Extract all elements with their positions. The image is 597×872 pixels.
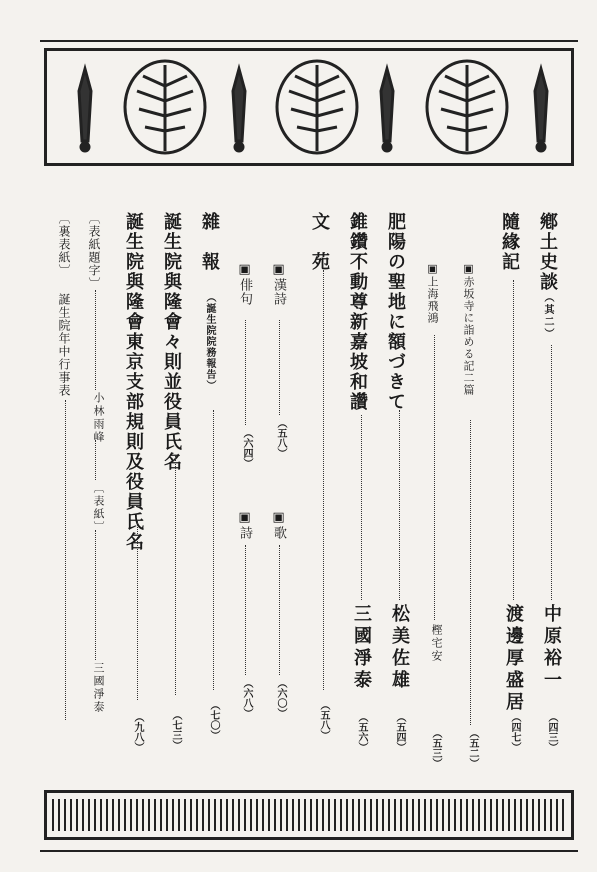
entry-title: ▣歌	[271, 510, 286, 540]
entry-title: 〔裏表紙〕	[57, 212, 71, 277]
leaf-spear-ornament	[47, 51, 571, 163]
entry-author2-13: 三國淨泰	[92, 662, 105, 714]
leader-11	[175, 455, 176, 695]
entry-page-12: （九八）	[132, 712, 143, 752]
entry-title-10	[200, 212, 218, 391]
leader-3	[470, 420, 471, 725]
entry-title-4	[427, 262, 438, 324]
entry-title-11	[162, 212, 180, 472]
bottom-rule	[40, 850, 578, 852]
entry-title: 誕生院與隆會々則並役員氏名	[161, 212, 182, 472]
leader-9a	[245, 320, 246, 425]
entry-title-14	[58, 212, 70, 397]
entry-title-2	[500, 212, 518, 272]
entry-title: 雜報	[199, 212, 220, 292]
tick-band	[44, 790, 574, 840]
entry-page-10: （七〇）	[208, 700, 219, 740]
entry-title: ▣赤坂寺に詣める記二篇	[462, 262, 475, 396]
leader-9b	[245, 545, 246, 675]
entry-author-6: 三國淨泰	[351, 604, 372, 692]
leader-5	[399, 410, 400, 600]
leader-8b	[279, 545, 280, 675]
entry-title-8	[272, 262, 285, 306]
entry-title-3	[463, 262, 474, 396]
entry-page-7: （五八）	[318, 700, 329, 740]
entry-author-2: 渡邊厚盛居	[503, 604, 524, 714]
leader-10	[213, 410, 214, 690]
entry-title: 誕生院與隆會東京支部規則及役員氏名	[123, 212, 144, 552]
entry-title: 肥陽の聖地に額づきて	[385, 212, 406, 412]
entry-page-3: （五二）	[467, 728, 478, 768]
entry-title-8b	[272, 510, 285, 540]
entry-author-13: 小林雨峰	[92, 392, 105, 444]
entry-sub: （其二）	[542, 292, 553, 340]
leader-1	[551, 345, 552, 600]
entry-page-4: （五三）	[430, 728, 441, 768]
entry-page-11: （七三）	[170, 710, 181, 750]
entry-page-5: （五四）	[394, 712, 405, 752]
leader-13b	[95, 440, 96, 480]
entry-page-2: （四七）	[509, 712, 520, 752]
entry-title: 〔表紙題字〕	[87, 212, 101, 290]
entry-page-9b: （六八）	[241, 678, 252, 718]
entry-author-5: 松美佐雄	[389, 604, 410, 692]
leader-13a	[95, 290, 96, 390]
entry-author-1: 中原裕一	[541, 604, 562, 692]
entry-page-1: （四三）	[546, 712, 557, 752]
leader-6	[361, 415, 362, 600]
leader-7	[323, 270, 324, 690]
ornament-band	[44, 48, 574, 166]
tick-pattern	[47, 793, 571, 837]
entry-title-6	[348, 212, 366, 412]
entry-title-12	[124, 212, 142, 552]
entry-title: ▣俳句	[237, 262, 252, 306]
entry-title-9	[238, 262, 251, 306]
entry-title: 文苑	[309, 212, 330, 292]
entry-title: 隨緣記	[499, 212, 520, 272]
entry-title: ▣漢詩	[271, 262, 286, 306]
entry-title-9b	[238, 510, 251, 540]
entry-sub: （誕生院院務報告）	[204, 292, 215, 391]
leader-4	[434, 335, 435, 620]
entry-title-13	[88, 212, 100, 290]
leader-8a	[279, 320, 280, 415]
top-rule	[40, 40, 578, 42]
entry-author-4: 樫宅安	[430, 624, 443, 663]
entry-title: 鄕土史談	[537, 212, 558, 292]
leader-13c	[95, 530, 96, 660]
entry-title: ▣詩	[237, 510, 252, 540]
entry-title: ▣上海飛鴻	[426, 262, 439, 324]
entry-title-5	[386, 212, 404, 412]
entry-title: 錐鑽不動尊新嘉坡和讚	[347, 212, 368, 412]
leader-12	[137, 520, 138, 700]
leader-14	[65, 400, 66, 720]
entry-title-1	[538, 212, 556, 340]
entry-page-6: （五六）	[356, 712, 367, 752]
entry-page-8b: （六〇）	[275, 678, 286, 718]
entry-mid-13: 〔表紙〕	[92, 482, 105, 534]
entry-sub: 誕生院年中行事表	[57, 293, 71, 397]
leader-2	[513, 280, 514, 600]
entry-page-9a: （六四）	[241, 428, 252, 468]
entry-page-8a: （五八）	[275, 418, 286, 458]
entry-title-7	[310, 212, 328, 292]
